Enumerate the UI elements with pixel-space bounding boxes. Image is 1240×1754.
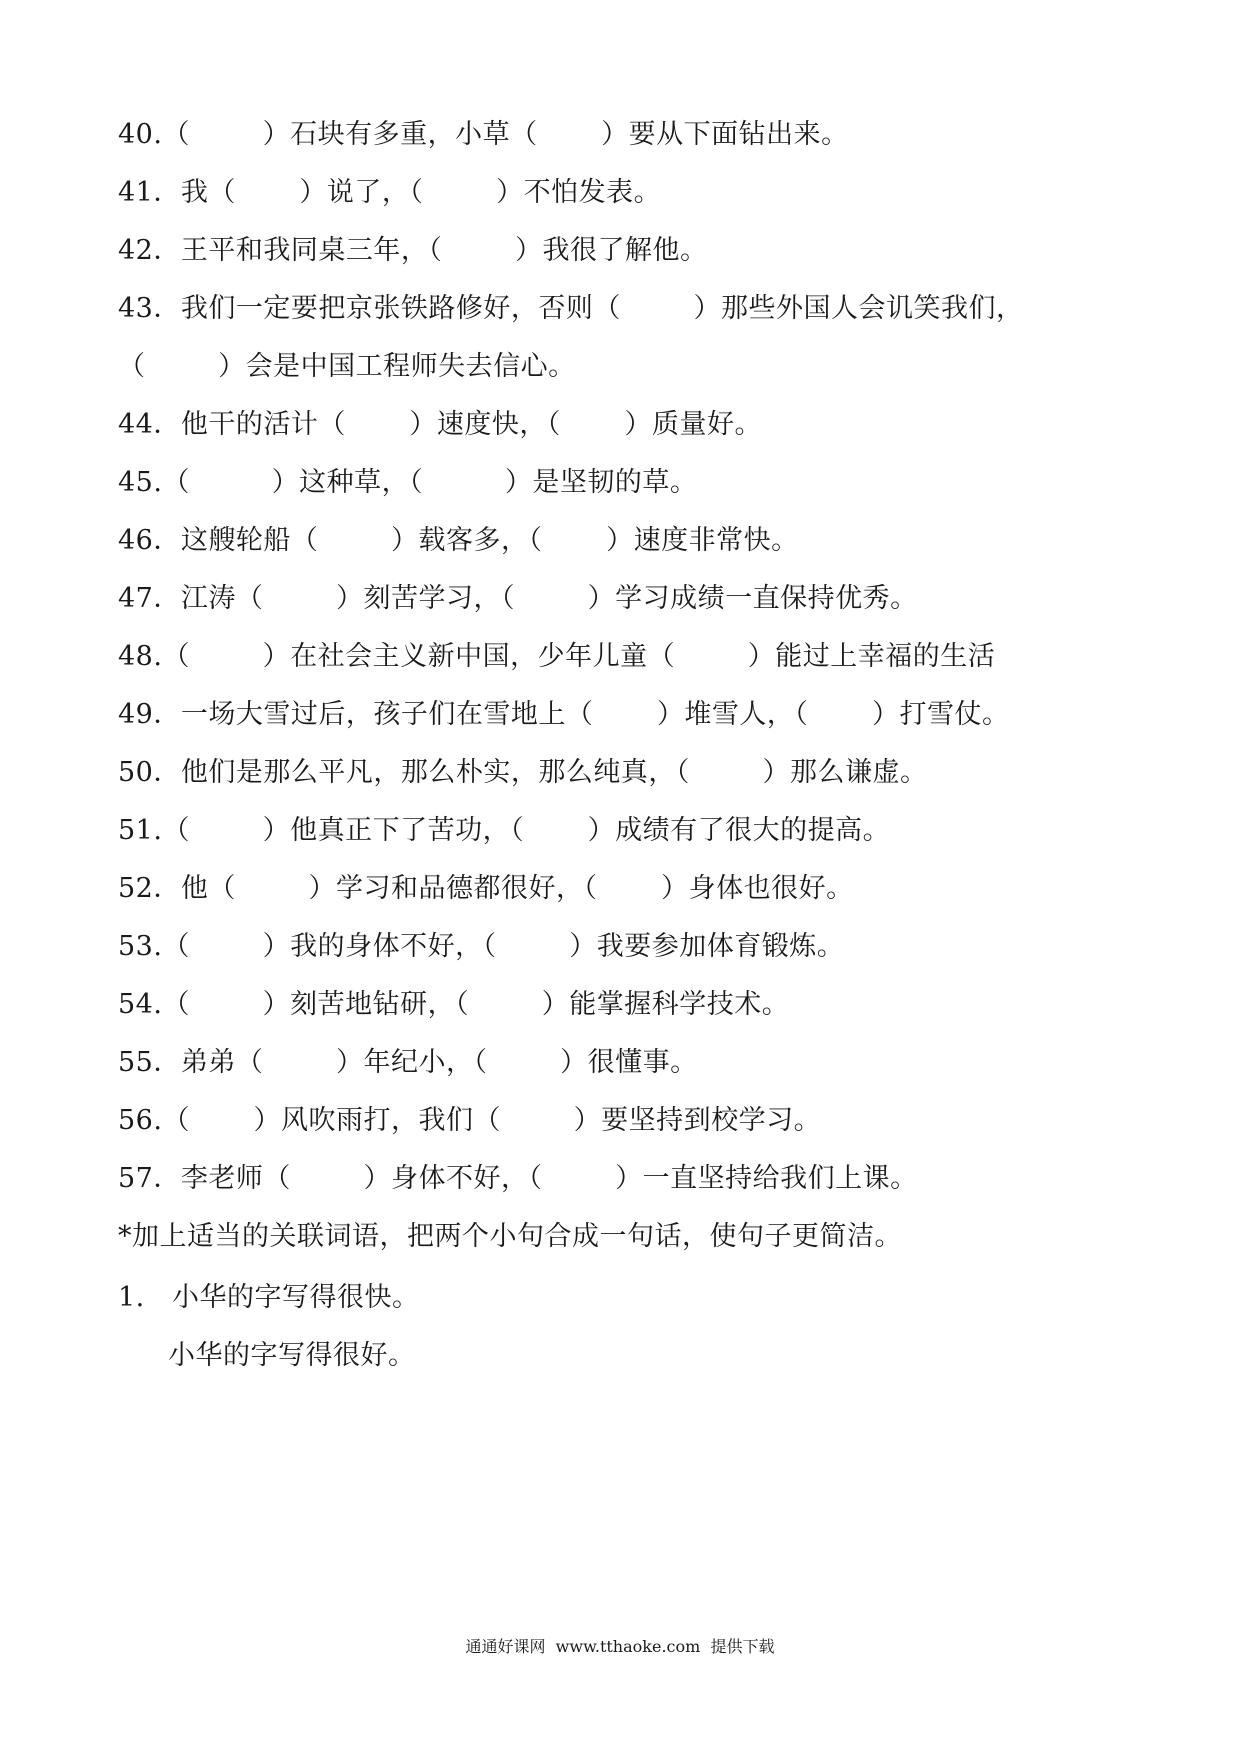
exercise-line-57: 57．李老师（ ）身体不好，（ ）一直坚持给我们上课。	[118, 1163, 918, 1194]
exercise-line-49: 49．一场大雪过后，孩子们在雪地上（ ）堆雪人，（ ）打雪仗。	[118, 699, 1010, 730]
exercise-line-41: 41．我（ ）说了，（ ）不怕发表。	[118, 177, 662, 208]
example-line-1a: 1. 小华的字写得很快。	[118, 1282, 420, 1313]
footer-credit: 通通好课网 www.tthaoke.com 提供下载	[465, 1637, 775, 1656]
exercise-line-51: 51.（ ）他真正下了苦功，（ ）成绩有了很大的提高。	[118, 815, 891, 846]
exercise-line-43: 43．我们一定要把京张铁路修好，否则（ ）那些外国人会讥笑我们，	[118, 293, 1024, 324]
exercise-line-47: 47．江涛（ ）刻苦学习，（ ）学习成绩一直保持优秀。	[118, 583, 918, 614]
exercise-line-52: 52．他（ ）学习和品德都很好，（ ）身体也很好。	[118, 873, 854, 904]
example-line-1b: 小华的字写得很好。	[168, 1340, 416, 1371]
exercise-line-54: 54.（ ）刻苦地钻研，（ ）能掌握科学技术。	[118, 989, 790, 1020]
exercise-line-50: 50．他们是那么平凡，那么朴实，那么纯真，（ ）那么谦虚。	[118, 757, 928, 788]
exercise-line-43-continued: （ ）会是中国工程师失去信心。	[118, 351, 576, 382]
exercise-line-45: 45.（ ）这种草，（ ）是坚韧的草。	[118, 467, 698, 498]
instruction-line: *加上适当的关联词语，把两个小句合成一句话，使句子更简洁。	[118, 1221, 902, 1252]
exercise-line-55: 55．弟弟（ ）年纪小，（ ）很懂事。	[118, 1047, 698, 1078]
exercise-line-40: 40.（ ）石块有多重，小草（ ）要从下面钻出来。	[118, 119, 849, 150]
exercise-line-53: 53.（ ）我的身体不好，（ ）我要参加体育锻炼。	[118, 931, 845, 962]
exercise-line-46: 46．这艘轮船（ ）载客多，（ ）速度非常快。	[118, 525, 799, 556]
exercise-line-56: 56.（ ）风吹雨打，我们（ ）要坚持到校学习。	[118, 1105, 822, 1136]
exercise-line-48: 48.（ ）在社会主义新中国，少年儿童（ ）能过上幸福的生活	[118, 641, 996, 672]
exercise-line-42: 42．王平和我同桌三年，（ ）我很了解他。	[118, 235, 708, 266]
exercise-line-44: 44．他干的活计（ ）速度快，（ ）质量好。	[118, 409, 763, 440]
